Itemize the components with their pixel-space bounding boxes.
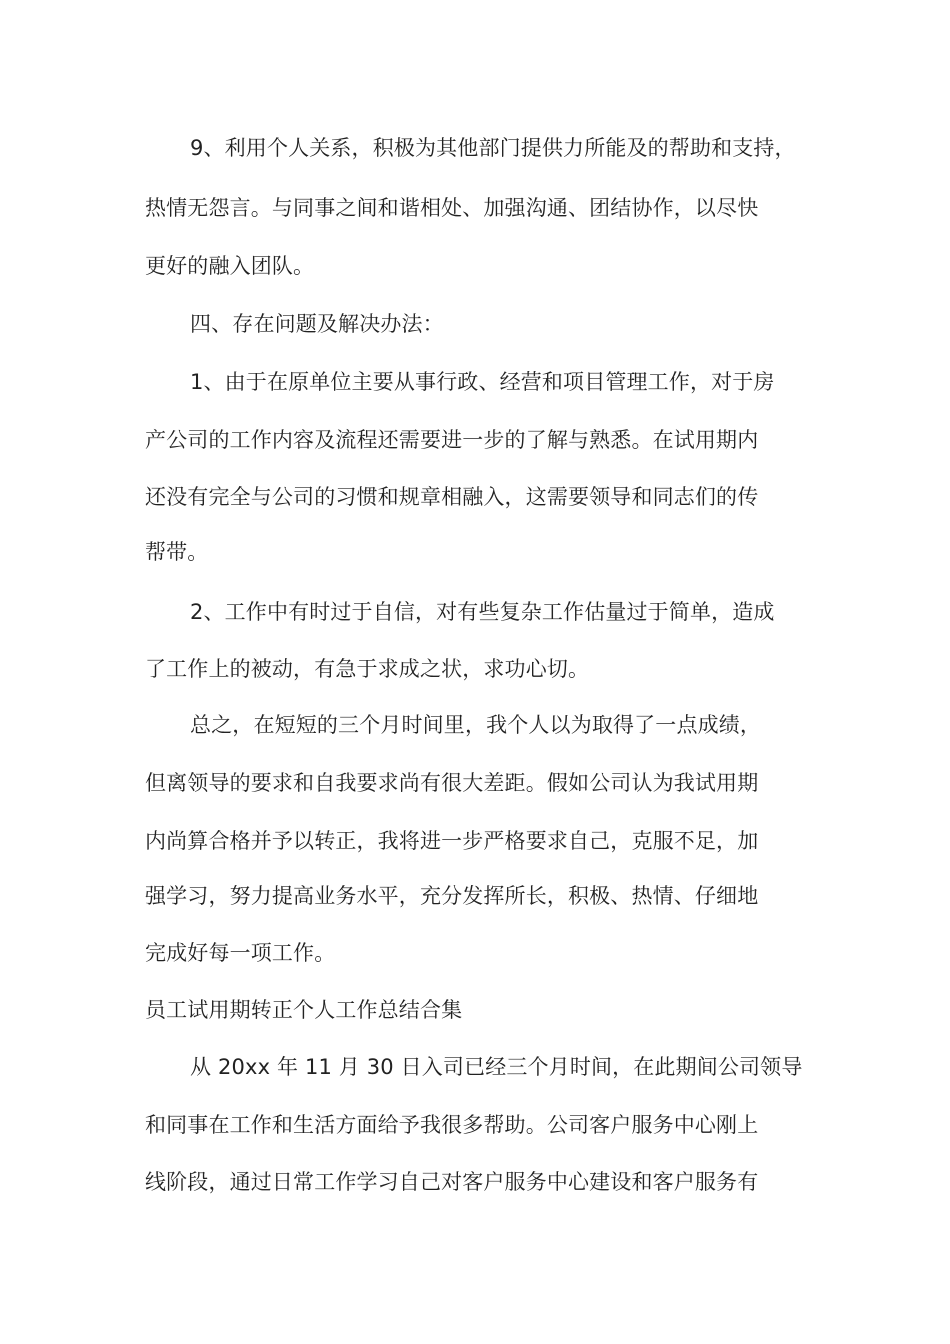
document-title: 员工试用期转正个人工作总结合集: [145, 998, 463, 1022]
paragraph-line: 2、工作中有时过于自信，对有些复杂工作估量过于简单，造成: [190, 600, 775, 624]
paragraph-line: 总之，在短短的三个月时间里，我个人以为取得了一点成绩，: [190, 713, 762, 737]
paragraph-line: 和同事在工作和生活方面给予我很多帮助。公司客户服务中心刚上: [145, 1113, 759, 1137]
paragraph-line: 从 20xx 年 11 月 30 日入司已经三个月时间，在此期间公司领导: [190, 1055, 803, 1079]
paragraph-line: 了工作上的被动，有急于求成之状，求功心切。: [145, 657, 590, 681]
paragraph-line: 热情无怨言。与同事之间和谐相处、加强沟通、团结协作，以尽快: [145, 196, 759, 220]
paragraph-line: 完成好每一项工作。: [145, 941, 336, 965]
paragraph-line: 更好的融入团队。: [145, 254, 315, 278]
section-heading: 四、存在问题及解决办法：: [190, 312, 444, 336]
paragraph-line: 但离领导的要求和自我要求尚有很大差距。假如公司认为我试用期: [145, 771, 759, 795]
paragraph-line: 1、由于在原单位主要从事行政、经营和项目管理工作，对于房: [190, 370, 775, 394]
paragraph-line: 还没有完全与公司的习惯和规章相融入，这需要领导和同志们的传: [145, 485, 759, 509]
paragraph-line: 产公司的工作内容及流程还需要进一步的了解与熟悉。在试用期内: [145, 428, 759, 452]
paragraph-line: 强学习，努力提高业务水平，充分发挥所长，积极、热情、仔细地: [145, 884, 759, 908]
paragraph-line: 9、利用个人关系，积极为其他部门提供力所能及的帮助和支持，: [190, 136, 796, 160]
paragraph-line: 线阶段，通过日常工作学习自己对客户服务中心建设和客户服务有: [145, 1170, 759, 1194]
paragraph-line: 帮带。: [145, 540, 209, 564]
paragraph-line: 内尚算合格并予以转正，我将进一步严格要求自己，克服不足，加: [145, 829, 759, 853]
